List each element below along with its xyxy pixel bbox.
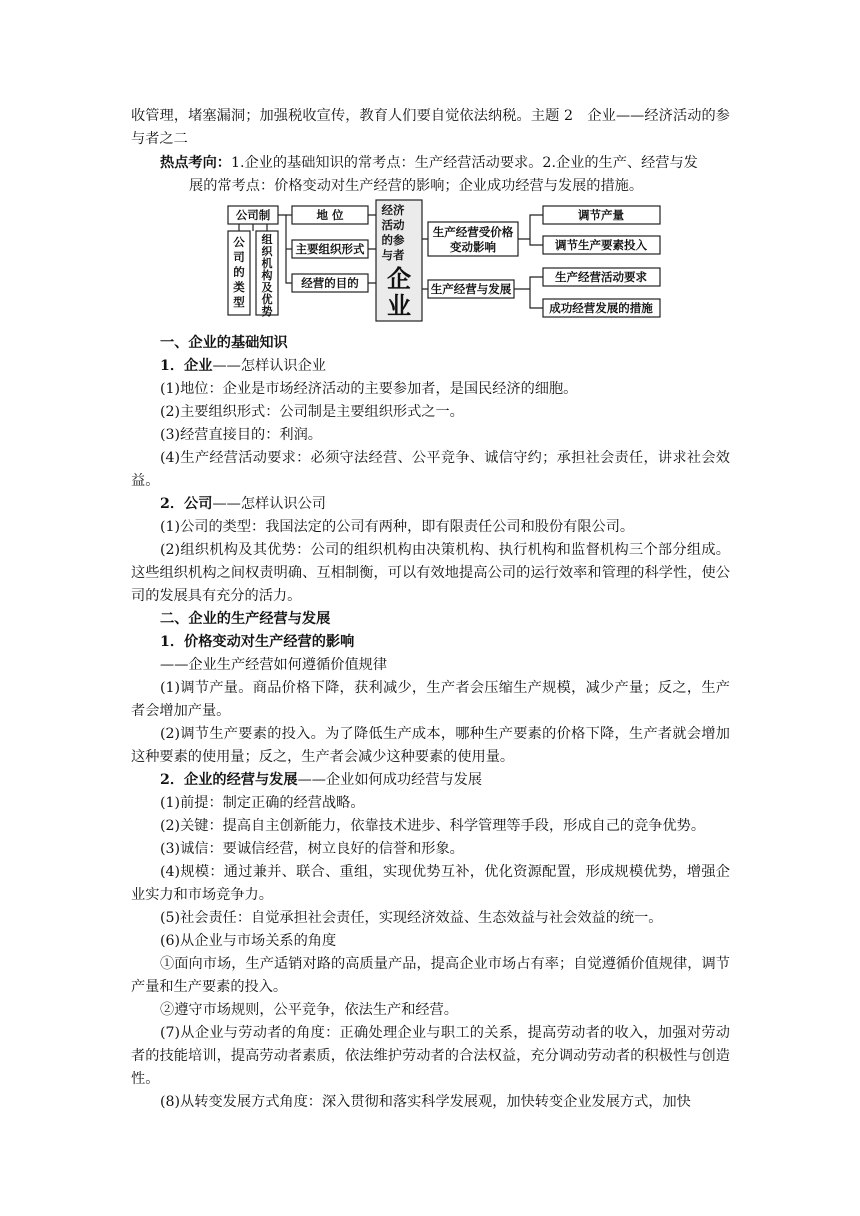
concept-diagram: [0, 0, 860, 330]
item-2-2-f2: ②遵守市场规则，公平竞争，依法生产和经营。: [160, 1002, 458, 1018]
heading-2-1-sub: ——企业生产经营如何遵循价值规律: [160, 657, 388, 673]
label-position: 地 位: [316, 208, 344, 222]
label-adjust-inputs: 调节生产要素投入: [555, 238, 647, 252]
section-2-title: 二、企业的生产经营与发展: [160, 611, 331, 627]
heading-1-1-bold: 1．企业: [160, 358, 213, 374]
svg-text:公: 公: [233, 235, 245, 249]
heading-2-1: 1．价格变动对生产经营的影响: [160, 634, 355, 650]
hot-topic-line-2: 展的常考点：价格变动对生产经营的影响；企业成功经营与发展的措施。: [189, 178, 644, 195]
svg-text:与者: 与者: [381, 248, 405, 262]
label-activity-requirements: 生产经营活动要求: [555, 270, 647, 284]
label-success-measures: 成功经营发展的措施: [549, 301, 653, 315]
item-1-2-b: (2)组织机构及其优势：公司的组织机构由决策机构、执行机构和监督机构三个部分组成。这些组织机构之间权责明确、互相制衡，可以有效地提高公司的运行效率和管理的科学性，使公司的发展具有充分的活力。: [131, 542, 730, 605]
heading-1-2: [131, 493, 730, 516]
svg-text:构: 构: [261, 269, 273, 282]
intro-paragraph: 收管理，堵塞漏洞；加强税收宣传，教育人们要自觉依法纳税。主题 2 企业——经济活动的参与者之二: [131, 108, 730, 148]
item-1-2-a: (1)公司的类型：我国法定的公司有两种，即有限责任公司和股份有限公司。: [160, 519, 635, 535]
svg-text:优: 优: [261, 293, 273, 306]
item-2-2-h: (8)从转变发展方式角度：深入贯彻和落实科学发展观，加快转变企业发展方式，加快: [160, 1094, 691, 1110]
heading-1-1: [131, 355, 730, 378]
heading-1-2-rest: ——怎样认识公司: [212, 496, 326, 512]
item-2-2-e: (5)社会责任：自觉承担社会责任，实现经济效益、生态效益与社会效益的统一。: [160, 910, 663, 926]
label-center-small: [382, 203, 405, 262]
label-main-org-form: 主要组织形式: [295, 242, 365, 256]
label-org-structure: [262, 232, 274, 318]
svg-text:企: 企: [387, 264, 411, 293]
label-business-purpose: 经营的目的: [301, 276, 359, 290]
hot-topic-line-1: 1.企业的基础知识的常考点：生产经营活动要求。2.企业的生产、经营与发: [230, 155, 698, 171]
item-2-2-g: (7)从企业与劳动者的角度：正确处理企业与职工的关系，提高劳动者的收入，加强对劳动者的技能培训，提高劳动者素质，依法维护劳动者的合法权益，充分调动劳动者的积极性与创造性。: [131, 1025, 730, 1088]
item-2-1-b: (2)调节生产要素的投入。为了降低生产成本，哪种生产要素的价格下降，生产者就会增加这种要素的使用量；反之，生产者会减少这种要素的使用量。: [131, 726, 730, 766]
item-2-1-a: (1)调节产量。商品价格下降，获利减少，生产者会压缩生产规模，减少产量；反之，生产者会增加产量。: [131, 680, 730, 720]
svg-text:组: 组: [261, 233, 273, 246]
heading-1-2-bold: 2．公司: [160, 496, 213, 512]
svg-text:司: 司: [233, 250, 245, 264]
heading-1-1-rest: ——怎样认识企业: [212, 358, 326, 374]
heading-2-2-bold: 2．企业的经营与发展: [160, 772, 298, 788]
svg-text:机: 机: [261, 257, 273, 270]
heading-2-2: [131, 769, 730, 792]
label-adjust-output: 调节产量: [578, 208, 624, 222]
item-2-2-f: (6)从企业与市场关系的角度: [160, 933, 337, 949]
item-2-2-a: (1)前提：制定正确的经营战略。: [160, 795, 365, 811]
svg-text:的参: 的参: [381, 233, 405, 247]
connector-price-branch: [518, 215, 543, 245]
hot-topic-label: 热点考向：: [160, 155, 231, 171]
svg-text:及: 及: [261, 281, 273, 294]
svg-text:类: 类: [233, 280, 245, 294]
item-1-1-d: (4)生产经营活动要求：必须守法经营、公平竞争、诚信守约；承担社会责任，讲求社会效益。: [131, 450, 730, 490]
label-operation-development: 生产经营与发展: [430, 282, 512, 296]
svg-text:业: 业: [387, 291, 411, 320]
item-2-2-c: (3)诚信：要诚信经营，树立良好的信誉和形象。: [160, 841, 464, 857]
svg-text:型: 型: [233, 295, 245, 309]
svg-text:织: 织: [261, 245, 273, 258]
item-2-2-d: (4)规模：通过兼并、联合、重组，实现优势互补，优化资源配置，形成规模优势，增强企业实力和市场竞争力。: [131, 864, 730, 904]
label-company-system: 公司制: [235, 208, 271, 222]
heading-2-2-rest: ——企业如何成功经营与发展: [297, 772, 483, 788]
svg-text:活动: 活动: [381, 218, 405, 232]
item-1-1-b: (2)主要组织形式：公司制是主要组织形式之一。: [160, 404, 464, 420]
connector-operation-branch: [514, 277, 543, 308]
svg-text:经济: 经济: [381, 203, 405, 217]
label-company-types: [233, 235, 245, 309]
item-2-2-b: (2)关键：提高自主创新能力，依靠技术进步、科学管理等手段，形成自己的竞争优势。: [160, 818, 706, 834]
connector-to-center: [368, 215, 376, 283]
item-1-1-a: (1)地位：企业是市场经济活动的主要参加者，是国民经济的细胞。: [160, 381, 578, 397]
item-2-2-f1: ①面向市场，生产适销对路的高质量产品，提高企业市场占有率；自觉遵循价值规律，调节产量和生产要素的投入。: [131, 956, 730, 996]
label-price-effect-2: 变动影响: [450, 240, 496, 254]
svg-text:势: 势: [261, 305, 273, 318]
label-center-big: [387, 264, 411, 320]
item-1-1-c: (3)经营直接目的：利润。: [160, 427, 322, 443]
section-1-title: 一、企业的基础知识: [160, 335, 288, 351]
connector-from-center: [422, 239, 428, 289]
label-price-effect-1: 生产经营受价格: [432, 225, 514, 239]
svg-text:的: 的: [233, 265, 245, 279]
